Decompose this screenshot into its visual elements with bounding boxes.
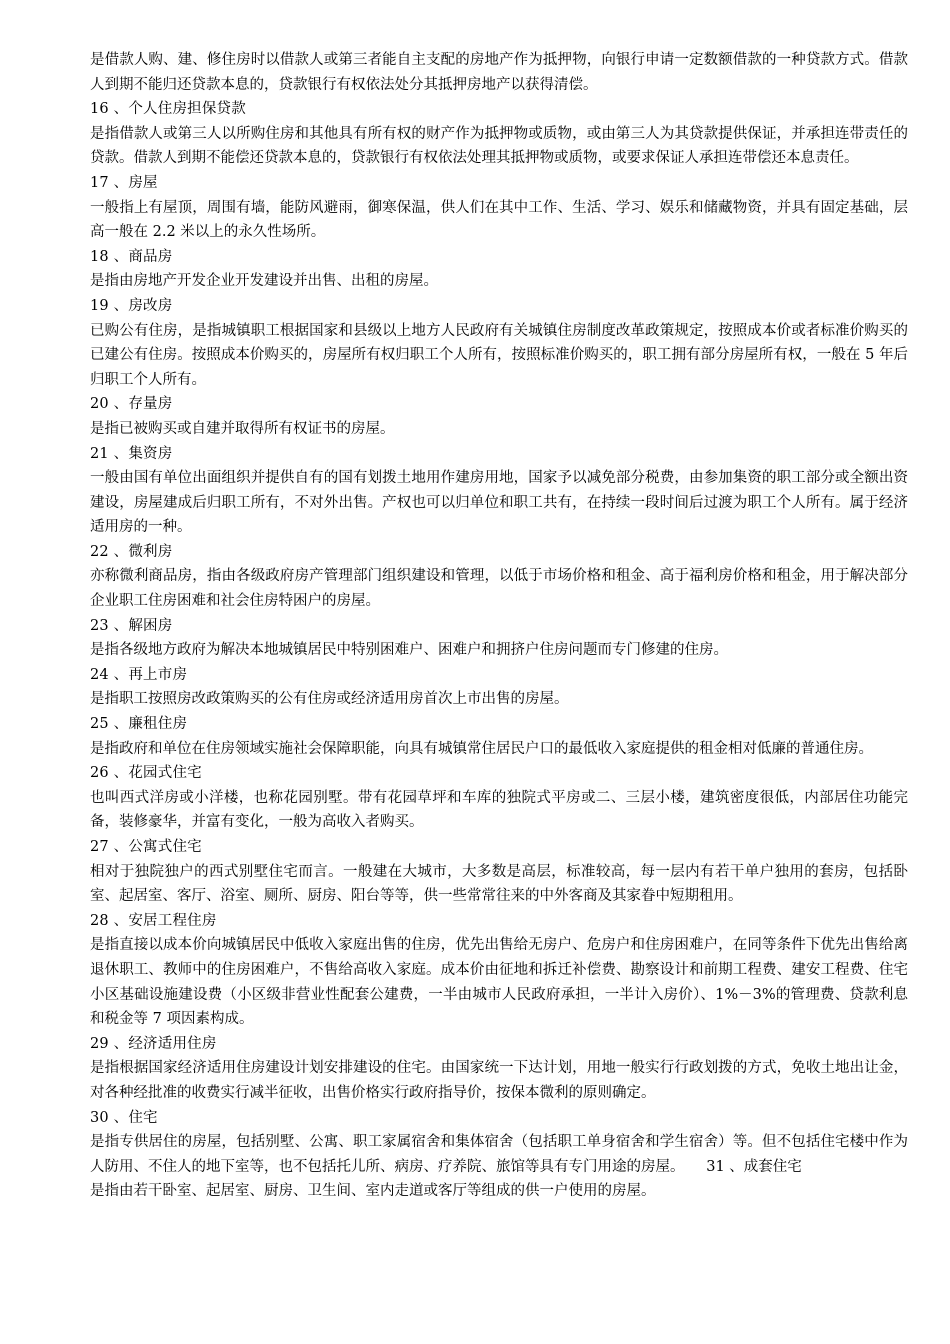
- paragraph: 是指各级地方政府为解决本地城镇居民中特别困难户、困难户和拥挤户住房问题而专门修建的住房。: [90, 642, 728, 659]
- paragraph: 是指已被购买或自建并取得所有权证书的房屋。: [90, 420, 395, 437]
- section-heading: 30 、住宅: [90, 1109, 158, 1126]
- section-heading: 20 、存量房: [90, 396, 173, 413]
- paragraph: 也叫西式洋房或小洋楼，也称花园别墅。带有花园草坪和车库的独院式平房或二、三层小楼，建筑密度很低，内部居住功能完备，装修豪华，并富有变化，一般为高收入者购买。: [90, 789, 908, 831]
- document-body: [90, 48, 908, 1204]
- section-heading: 22 、微利房: [90, 543, 173, 560]
- section-heading: 19 、房改房: [90, 297, 173, 314]
- section-heading: 29 、经济适用住房: [90, 1035, 217, 1052]
- paragraph: 是指根据国家经济适用住房建设计划安排建设的住宅。由国家统一下达计划，用地一般实行行政划拨的方式，免收土地出让金，对各种经批准的收费实行减半征收，出售价格实行政府指导价，按保本微利的原则确定。: [90, 1060, 908, 1101]
- section-heading: 28 、安居工程住房: [90, 912, 217, 929]
- paragraph: 是指由房地产开发企业开发建设并出售、出租的房屋。: [90, 273, 438, 290]
- section-heading: 25 、廉租住房: [90, 716, 188, 733]
- paragraph: 是指职工按照房改政策购买的公有住房或经济适用房首次上市出售的房屋。: [90, 691, 569, 708]
- section-heading: 16 、个人住房担保贷款: [90, 101, 246, 118]
- section-heading: 17 、房屋: [90, 174, 158, 191]
- paragraph: 是借款人购、建、修住房时以借款人或第三者能自主支配的房地产作为抵押物，向银行申请一定数额借款的一种贷款方式。借款人到期不能归还贷款本息的，贷款银行有权依法处分其抵押房地产以获得清偿。: [90, 52, 908, 93]
- section-heading: 23 、解困房: [90, 617, 173, 634]
- paragraph: 亦称微利商品房，指由各级政府房产管理部门组织建设和管理，以低于市场价格和租金、高于福利房价格和租金，用于解决部分企业职工住房困难和社会住房特困户的房屋。: [90, 568, 908, 610]
- section-heading: 26 、花园式住宅: [90, 765, 202, 782]
- paragraph: 是指直接以成本价向城镇居民中低收入家庭出售的住房，优先出售给无房户、危房户和住房困难户，在同等条件下优先出售给离退休职工、教师中的住房困难户，不售给高收入家庭。成本价由征地和拆迁补偿费、勘察设计和前期工程费、建安工程费、住宅小区基础设施建设费（小区级非营业性配套公建费，一半由城市人民政府承担，一半计入房价）、1%－3%的管理费、贷款利息和税金等 7 项因素构成。: [90, 937, 908, 1028]
- paragraph: 是指借款人或第三人以所购住房和其他具有所有权的财产作为抵押物或质物，或由第三人为其贷款提供保证，并承担连带责任的贷款。借款人到期不能偿还贷款本息的，贷款银行有权依法处理其抵押物或质物，或要求保证人承担连带偿还本息责任。: [90, 125, 908, 167]
- section-heading: 27 、公寓式住宅: [90, 839, 202, 855]
- section-heading: 18 、商品房: [90, 248, 173, 265]
- paragraph: 一般指上有屋顶，周围有墙，能防风避雨，御寒保温，供人们在其中工作、生活、学习、娱乐和储藏物资，并具有固定基础，层高一般在 2.2 米以上的永久性场所。: [90, 199, 908, 241]
- paragraph: 相对于独院独户的西式别墅住宅而言。一般建在大城市，大多数是高层，标准较高，每一层内有若干单户独用的套房，包括卧室、起居室、客厅、浴室、厕所、厨房、阳台等等，供一些常常往来的中外客商及其家眷中短期租用。: [90, 863, 908, 905]
- section-heading: 24 、再上市房: [90, 666, 188, 683]
- paragraph: 是指专供居住的房屋，包括别墅、公寓、职工家属宿舍和集体宿舍（包括职工单身宿舍和学生宿舍）等。但不包括住宅楼中作为人防用、不住人的地下室等，也不包括托儿所、病房、疗养院、旅馆等具有专门用途的房屋。 31 、成套住宅: [90, 1134, 908, 1175]
- paragraph: 是指由若干卧室、起居室、厨房、卫生间、室内走道或客厅等组成的供一户使用的房屋。: [90, 1183, 656, 1200]
- paragraph: 一般由国有单位出面组织并提供自有的国有划拨土地用作建房用地，国家予以减免部分税费，由参加集资的职工部分或全额出资建设，房屋建成后归职工所有，不对外出售。产权也可以归单位和职工共有，在持续一段时间后过渡为职工个人所有。属于经济适用房的一种。: [90, 470, 908, 536]
- section-heading: 21 、集资房: [90, 445, 173, 462]
- paragraph: 是指政府和单位在住房领域实施社会保障职能，向具有城镇常住居民户口的最低收入家庭提供的租金相对低廉的普通住房。: [90, 740, 873, 757]
- paragraph: 已购公有住房，是指城镇职工根据国家和县级以上地方人民政府有关城镇住房制度改革政策规定，按照成本价或者标准价购买的已建公有住房。按照成本价购买的，房屋所有权归职工个人所有，按照标准价购买的，职工拥有部分房屋所有权，一般在 5 年后归职工个人所有。: [90, 322, 908, 388]
